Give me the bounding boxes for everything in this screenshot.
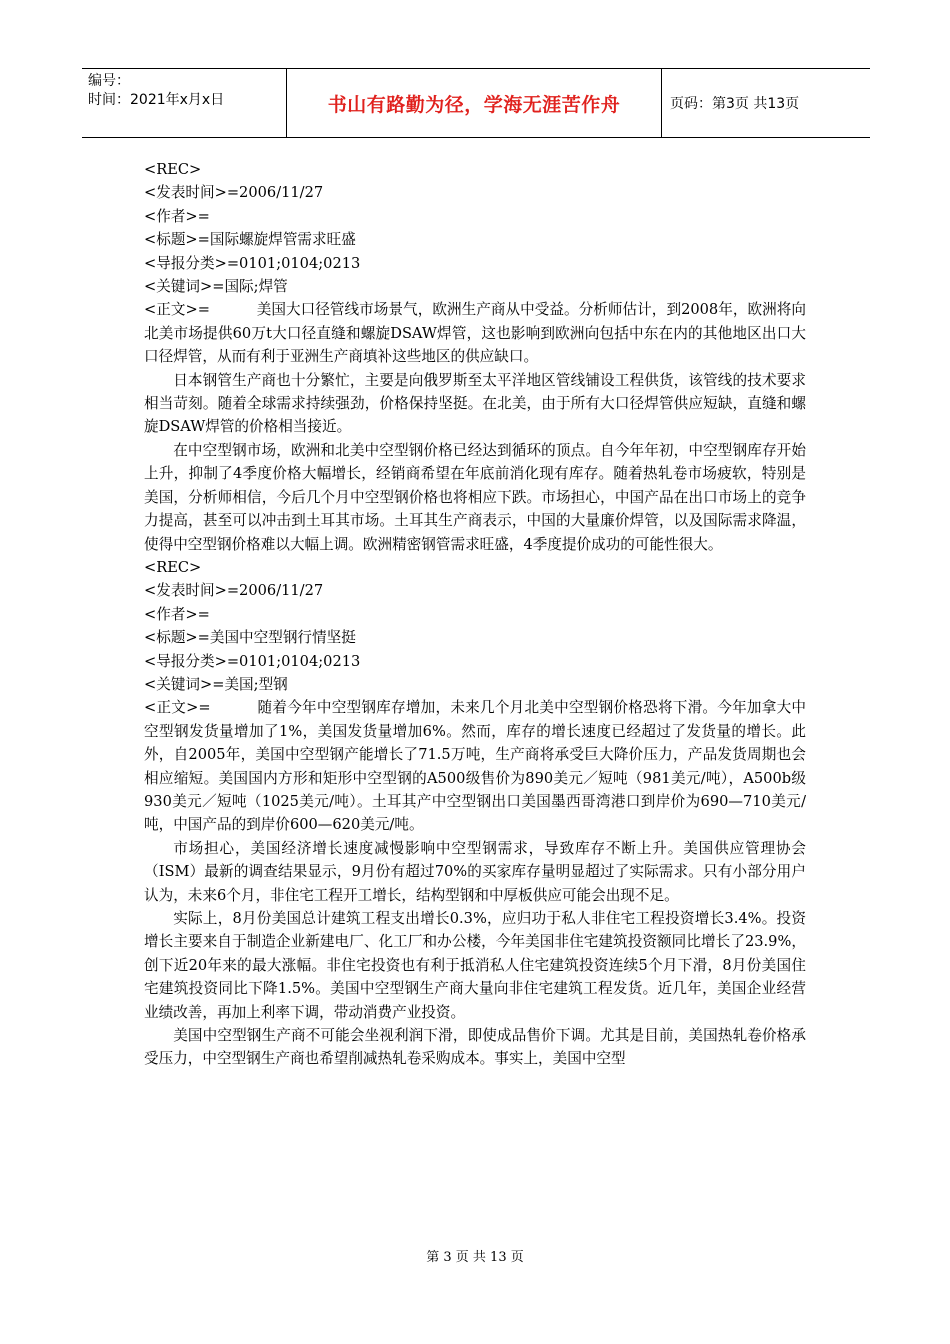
header-motto: 书山有路勤为径，学海无涯苦作舟 xyxy=(327,93,621,116)
page-footer: 第 3 页 共 13 页 xyxy=(426,1250,524,1265)
record-paragraph: 在中空型钢市场，欧洲和北美中空型钢价格已经达到循环的顶点。自今年年初，中空型钢库存开始上升，抑制了4季度价格大幅增长，经销商希望在年底前消化现有库存。随着热轧卷市场疲软，特别是美国，分析师相信，今后几个月中空型钢价格也将相应下跌。市场担心，中国产品在出口市场上的竞争力提高，甚至可以冲击到土耳其市场。土耳其生产商表示，中国的大量廉价焊管，以及国际需求降温，使得中空型钢价格难以大幅上调。欧洲精密钢管需求旺盛，4季度提价成功的可能性很大。 xyxy=(144,441,806,553)
record-body-label: <正文>= xyxy=(144,301,210,319)
record-paragraph: 日本钢管生产商也十分繁忙，主要是向俄罗斯至太平洋地区管线铺设工程供货，该管线的技术要求相当苛刻。随着全球需求持续强劲，价格保持坚挺。在北美，由于所有大口径焊管供应短缺，直缝和螺旋DSAW焊管的价格相当接近。 xyxy=(144,371,806,436)
document-number-label: 编号： xyxy=(88,73,130,89)
document-body xyxy=(144,158,806,1071)
header-meta xyxy=(82,69,286,137)
record-body-label: <正文>= xyxy=(144,699,211,717)
record-body-paragraph xyxy=(144,696,806,836)
record-category: <导报分类>=0101;0104;0213 xyxy=(144,254,361,272)
record-tag: <REC> xyxy=(144,558,202,576)
header-page-info: 页码：第3页 共13页 xyxy=(670,96,800,112)
record-title: <标题>=国际螺旋焊管需求旺盛 xyxy=(144,231,356,249)
record-body-paragraph xyxy=(144,298,806,368)
record-author: <作者>= xyxy=(144,605,210,623)
record-keywords: <关键词>=美国;型钢 xyxy=(144,675,288,693)
record-title: <标题>=美国中空型钢行情坚挺 xyxy=(144,629,356,647)
record-author: <作者>= xyxy=(144,207,210,225)
record-keywords: <关键词>=国际;焊管 xyxy=(144,278,288,296)
record-date: <发表时间>=2006/11/27 xyxy=(144,582,324,600)
paragraph-text: 美国大口径管线市场景气，欧洲生产商从中受益。分析师估计，到2008年，欧洲将向北美市场提供60万t大口径直缝和螺旋DSAW焊管，这也影响到欧洲向包括中东在内的其他地区出口大口径焊管，从而有利于亚洲生产商填补这些地区的供应缺口。 xyxy=(144,301,806,366)
record-paragraph: 美国中空型钢生产商不可能会坐视利润下滑，即使成品售价下调。尤其是目前，美国热轧卷价格承受压力，中空型钢生产商也希望削减热轧卷采购成本。事实上，美国中空型 xyxy=(144,1027,806,1068)
paragraph-text: 随着今年中空型钢库存增加，未来几个月北美中空型钢价格恐将下滑。今年加拿大中空型钢发货量增加了1%，美国发货量增加6%。然而，库存的增长速度已经超过了发货量的增长。此外，自2005年，美国中空型钢产能增长了71.5万吨，生产商将承受巨大降价压力，产品发货周期也会相应缩短。美国国内方形和矩形中空型钢的A500级售价为890美元／短吨（981美元/吨），A500b级930美元／短吨（1025美元/吨）。土耳其产中空型钢出口美国墨西哥湾港口到岸价为690—710美元/吨，中国产品的到岸价600—620美元/吨。 xyxy=(144,699,806,834)
document-time-label: 时间：2021年x月x日 xyxy=(88,92,225,108)
record-tag: <REC> xyxy=(144,161,202,178)
record-category: <导报分类>=0101;0104;0213 xyxy=(144,652,361,670)
page-header xyxy=(82,68,870,138)
record-paragraph: 实际上，8月份美国总计建筑工程支出增长0.3%，应归功于私人非住宅工程投资增长3.4%。投资增长主要来自于制造企业新建电厂、化工厂和办公楼，今年美国非住宅建筑投资额同比增长了23.9%，创下近20年来的最大涨幅。非住宅投资也有利于抵消私人住宅建筑投资连续5个月下滑，8月份美国住宅建筑投资同比下降1.5%。美国中空型钢生产商大量向非住宅建筑工程发货。近几年，美国企业经营业绩改善，再加上利率下调，带动消费产业投资。 xyxy=(144,910,806,1021)
record-1 xyxy=(144,158,806,556)
record-date: <发表时间>=2006/11/27 xyxy=(144,184,324,202)
record-2 xyxy=(144,556,806,1071)
record-paragraph: 市场担心，美国经济增长速度减慢影响中空型钢需求，导致库存不断上升。美国供应管理协会（ISM）最新的调查结果显示，9月份有超过70%的买家库存量明显超过了实际需求。只有小部分用户认为，未来6个月，非住宅工程开工增长，结构型钢和中厚板供应可能会出现不足。 xyxy=(144,839,806,904)
header-motto-cell xyxy=(286,69,662,137)
